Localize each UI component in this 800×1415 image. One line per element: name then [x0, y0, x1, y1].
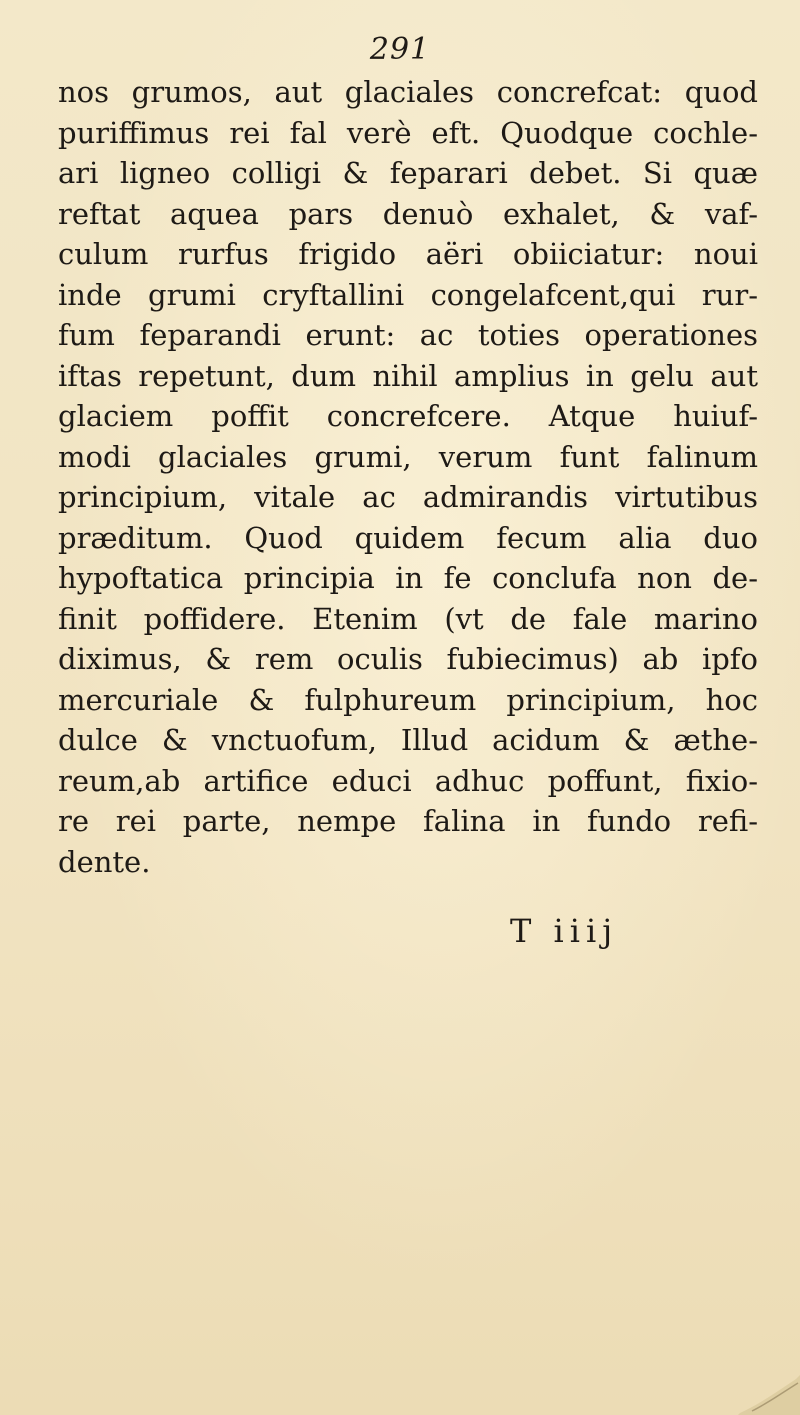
text-line: fum feparandi erunt: ac toties operationes: [58, 318, 758, 352]
text-line: mercuriale & fulphureum principium, hoc: [58, 682, 758, 717]
body-text: [58, 72, 758, 882]
text-line: iftas repetunt, dum nihil amplius in gelu aut: [58, 358, 758, 393]
text-line: dente.: [58, 844, 151, 879]
text-line: nos grumos, aut glaciales concrefcat: quod: [58, 75, 758, 109]
text-line: finit poffidere. Etenim (vt de fale marino: [58, 601, 758, 636]
text-line: reum,ab artifice educi adhuc poffunt, fixio-: [58, 763, 758, 798]
text-line: culum rurfus frigido aëri obiiciatur: noui: [58, 237, 758, 271]
text-line: ari ligneo colligi & feparari debet. Si quæ: [58, 156, 758, 190]
text-line: præditum. Quod quidem fecum alia duo: [58, 520, 758, 555]
text-line: puriffimus rei fal verè eft. Quodque cochle-: [58, 115, 758, 150]
text-line: glaciem poffit concrefcere. Atque huiuf-: [58, 399, 758, 433]
text-line: modi glaciales grumi, verum funt falinum: [58, 439, 758, 474]
text-line: hypoftatica principia in fe conclufa non de-: [58, 561, 758, 595]
signature-mark: T iiij: [510, 912, 619, 950]
text-line: inde grumi cryftallini congelafcent,qui rur-: [58, 277, 758, 312]
text-line: dulce & vnctuofum, Illud acidum & æthe-: [58, 723, 758, 757]
text-line: reftat aquea pars denuò exhalet, & vaf-: [58, 196, 758, 231]
text-line: principium, vitale ac admirandis virtutibus: [58, 480, 758, 514]
text-line: diximus, & rem oculis fubiecimus) ab ipfo: [58, 642, 758, 676]
page-number: 291: [369, 32, 431, 67]
corner-stain-icon: [730, 1375, 800, 1415]
text-line: re rei parte, nempe falina in fundo refi-: [58, 804, 758, 838]
